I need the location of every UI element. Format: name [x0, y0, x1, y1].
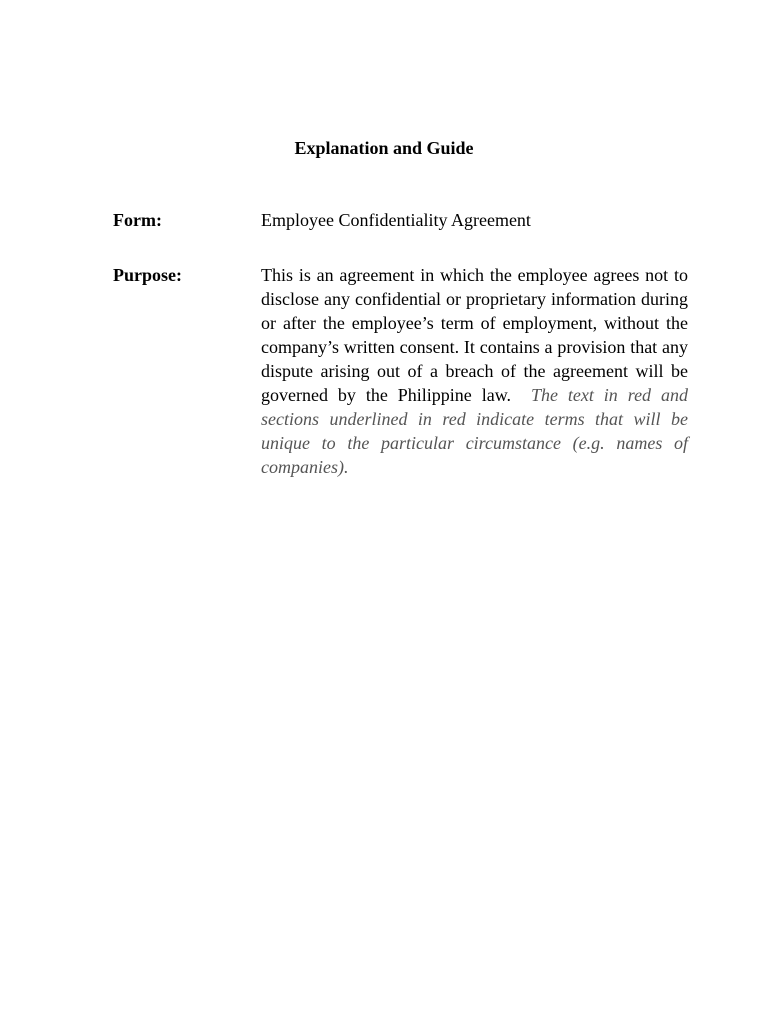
purpose-text: This is an agreement in which the employee agrees not to disclose any confidential or proprietary information during or after the employee’s term of employment, without the company’s written consent. It contains a provision that any dispute arising out of a breach of the agreement will be governed by the Philippine law. [261, 265, 688, 405]
document-title: Explanation and Guide [294, 138, 474, 158]
form-value: Employee Confidentiality Agreement [261, 210, 531, 230]
purpose-label: Purpose: [113, 265, 182, 285]
purpose-note: The text in red and sections underlined in red indicate terms that will be unique to the particular circumstance (e.g. names of companies). [261, 385, 689, 477]
purpose-paragraph [261, 263, 688, 479]
form-label: Form: [113, 210, 162, 230]
